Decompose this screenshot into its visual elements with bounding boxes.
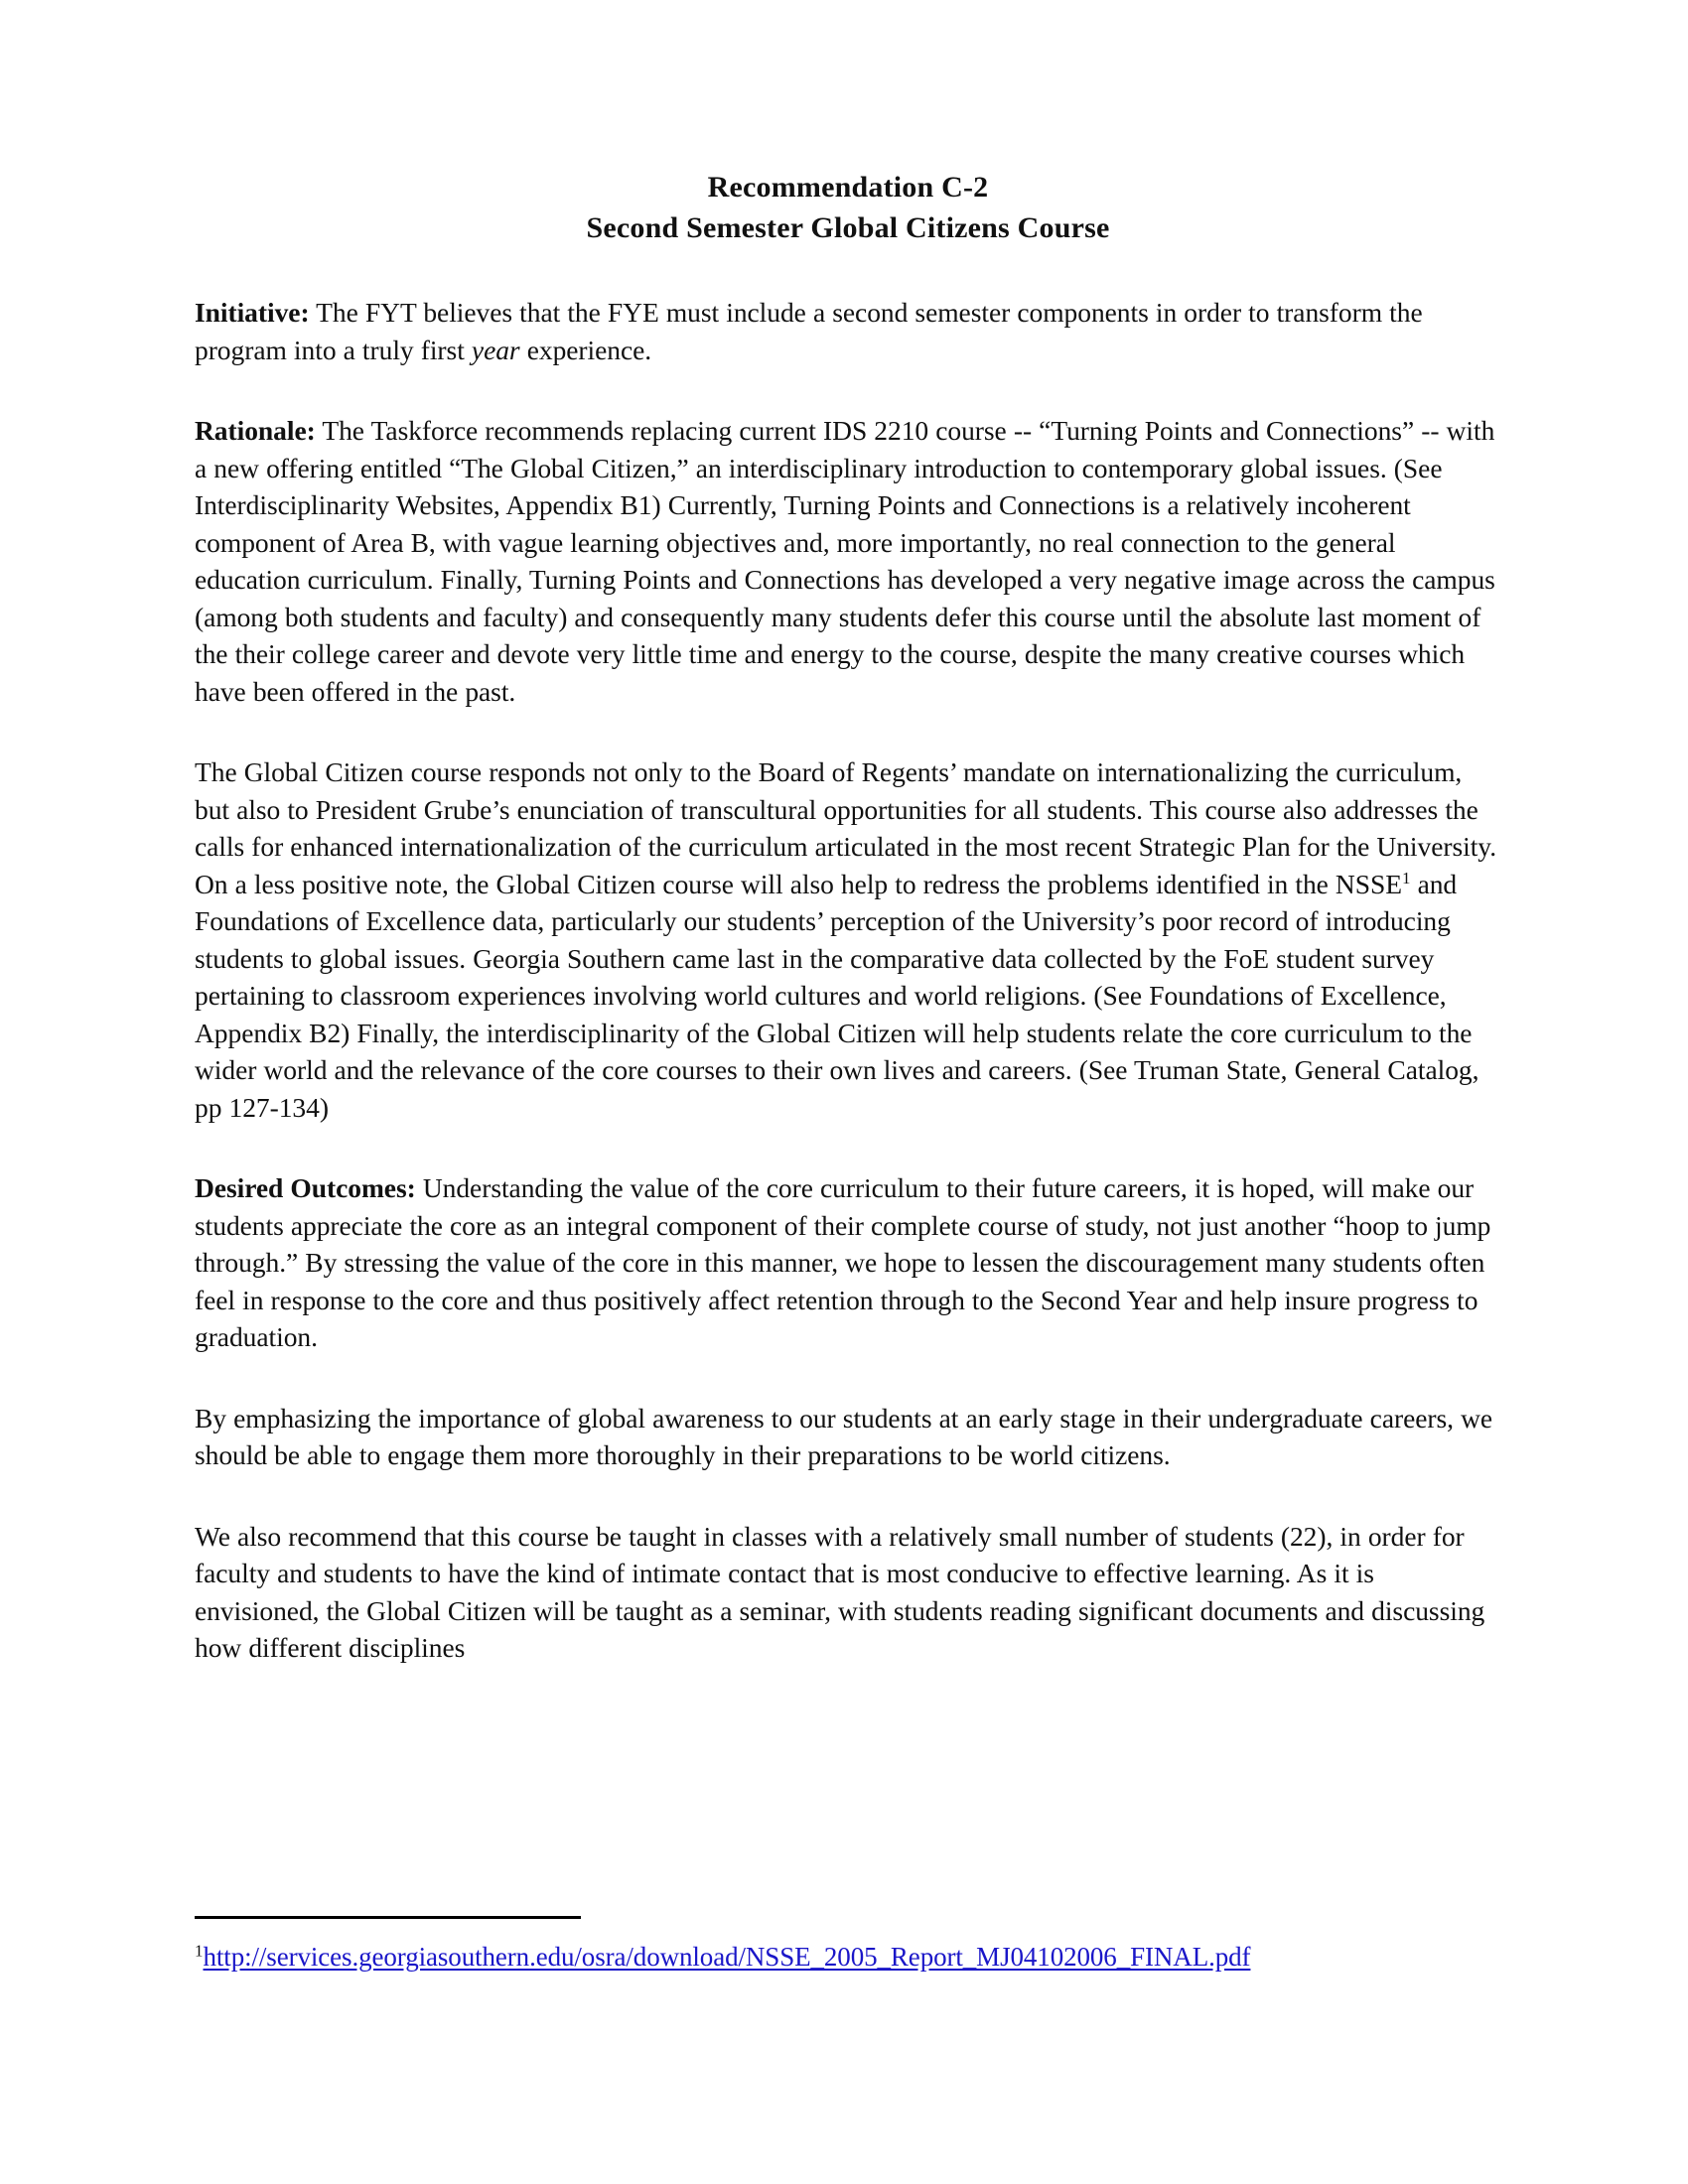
paragraph-initiative xyxy=(195,294,1501,368)
initiative-label: Initiative: xyxy=(195,297,310,328)
initiative-text-before-italic: The FYT believes that the FYE must include a second semester components in order to transform the program into a truly first xyxy=(195,297,1423,365)
footnote-entry xyxy=(195,1941,1505,1974)
desired-outcomes-label: Desired Outcomes: xyxy=(195,1172,416,1203)
initiative-italic-word: year xyxy=(471,334,520,365)
footnote-url-link[interactable]: http://services.georgiasouthern.edu/osra/download/NSSE_2005_Report_MJ04102006_FINAL.pdf xyxy=(203,1942,1251,1972)
rationale-label: Rationale: xyxy=(195,415,316,446)
paragraph-desired-outcomes xyxy=(195,1169,1501,1356)
page-title xyxy=(195,0,1501,248)
paragraph-class-size xyxy=(195,1518,1501,1667)
desired-outcomes-text: Understanding the value of the core curriculum to their future careers, it is hoped, will make our students appreciate the core as an integral component of their complete course of study, not just another “hoop to jump through.” By stressing the value of the core in this manner, we hope to lessen the discouragement many students often feel in response to the core and thus positively affect retention through to the Second Year and help insure progress to graduation. xyxy=(195,1172,1491,1352)
rationale-text: The Taskforce recommends replacing current IDS 2210 course -- “Turning Points and Connections” -- with a new offering entitled “The Global Citizen,” an interdisciplinary introduction to contemporary global issues. (See Interdisciplinarity Websites, Appendix B1) Currently, Turning Points and Connections is a relatively incoherent component of Area B, with vague learning objectives and, more importantly, no real connection to the general education curriculum. Finally, Turning Points and Connections has developed a very negative image across the campus (among both students and faculty) and consequently many students defer this course until the absolute last moment of the their college career and devote very little time and energy to the course, despite the many creative courses which have been offered in the past. xyxy=(195,415,1495,707)
paragraph-global-awareness xyxy=(195,1400,1501,1474)
footnote-section xyxy=(195,1916,1505,1974)
footnote-separator-rule xyxy=(195,1916,581,1919)
document-body xyxy=(195,0,1501,1667)
class-size-text: We also recommend that this course be taught in classes with a relatively small number of students (22), in order for faculty and students to have the kind of intimate contact that is most conducive to effective learning. As it is envisioned, the Global Citizen will be taught as a seminar, with students reading significant documents and discussing how different disciplines xyxy=(195,1520,1485,1663)
title-line-1: Recommendation C-2 xyxy=(707,171,989,204)
title-line-2: Second Semester Global Citizens Course xyxy=(586,211,1110,244)
paragraph-global-citizen-response xyxy=(195,753,1501,1126)
global-awareness-text: By emphasizing the importance of global awareness to our students at an early stage in their undergraduate careers, we should be able to engage them more thoroughly in their preparations to be world citizens. xyxy=(195,1402,1493,1470)
initiative-text-after-italic: experience. xyxy=(519,334,652,365)
response-text-part2: and Foundations of Excellence data, particularly our students’ perception of the University’s poor record of introducing students to global issues. Georgia Southern came last in the comparative data collected by the FoE student survey pertaining to classroom experiences involving world cultures and world religions. (See Foundations of Excellence, Appendix B2) Finally, the interdisciplinarity of the Global Citizen will help students relate the core curriculum to the wider world and the relevance of the core courses to their own lives and careers. (See Truman State, General Catalog, pp 127-134) xyxy=(195,868,1479,1123)
response-text-part1: The Global Citizen course responds not only to the Board of Regents’ mandate on internationalizing the curriculum, but also to President Grube’s enunciation of transcultural opportunities for all students. This course also addresses the calls for enhanced internationalization of the curriculum articulated in the most recent Strategic Plan for the University. On a less positive note, the Global Citizen course will also help to redress the problems identified in the NSSE xyxy=(195,756,1497,899)
footnote-number: 1 xyxy=(195,1941,204,1961)
footnote-reference-marker: 1 xyxy=(1401,868,1411,887)
paragraph-rationale xyxy=(195,412,1501,710)
